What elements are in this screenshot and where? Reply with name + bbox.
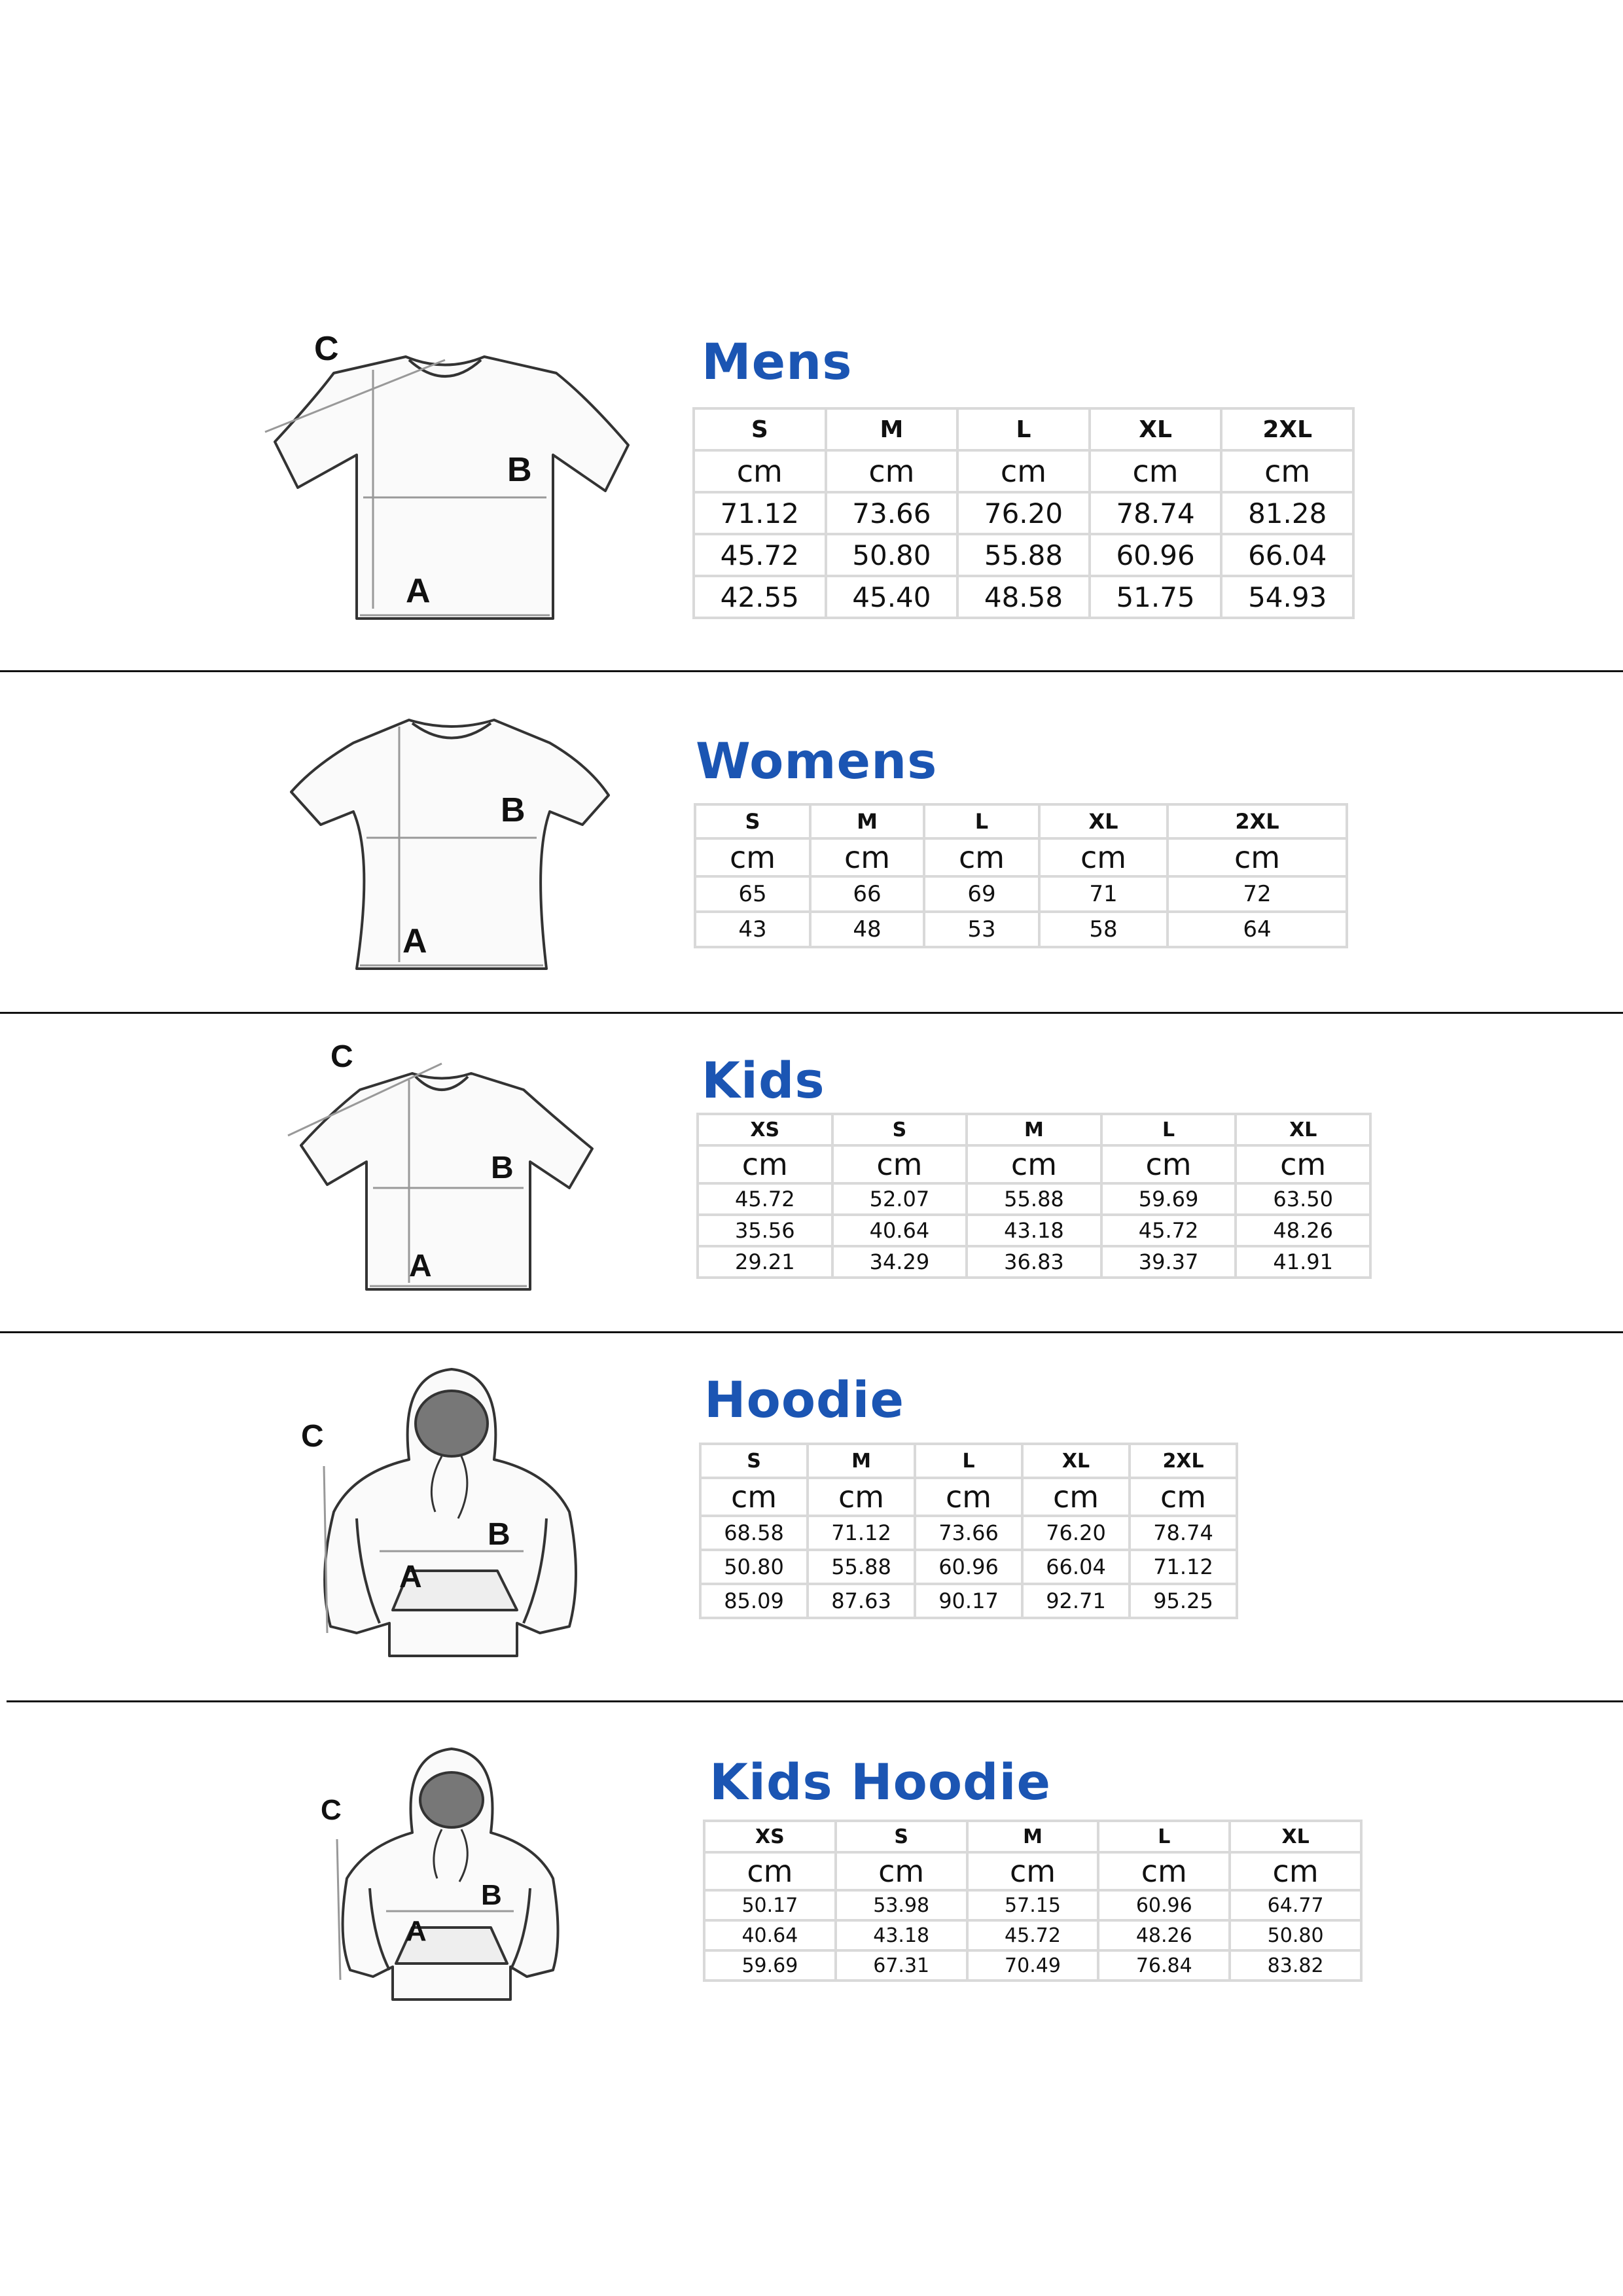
value-cell: 67.31: [836, 1950, 967, 1981]
label-b: B: [481, 1879, 502, 1911]
table-row: [704, 1920, 1361, 1950]
size-cell: XL: [1039, 804, 1168, 838]
value-cell: 34.29: [832, 1246, 967, 1278]
value-cell: 43.18: [836, 1920, 967, 1950]
value-cell: 54.93: [1221, 576, 1353, 618]
value-cell: 60.96: [1090, 534, 1222, 576]
unit-cell: cm: [826, 450, 958, 492]
kids-tshirt-diagram: [268, 1034, 609, 1296]
value-cell: 71: [1039, 876, 1168, 912]
unit-cell: cm: [1236, 1145, 1370, 1183]
table-row: [694, 534, 1353, 576]
size-cell: XS: [698, 1114, 832, 1145]
value-cell: 64.77: [1230, 1890, 1361, 1920]
table-row: [694, 492, 1353, 534]
size-table: [703, 1820, 1363, 1982]
unit-cell: cm: [1039, 838, 1168, 876]
hoodie-diagram: [294, 1361, 609, 1662]
value-cell: 48.58: [957, 576, 1090, 618]
value-cell: 45.72: [1101, 1215, 1236, 1246]
value-cell: 48.26: [1098, 1920, 1230, 1950]
size-cell: L: [924, 804, 1039, 838]
section-title: Womens: [696, 732, 938, 790]
unit-cell: cm: [810, 838, 924, 876]
value-cell: 45.72: [694, 534, 826, 576]
value-cell: 92.71: [1022, 1584, 1130, 1618]
table-row-units: [698, 1145, 1370, 1183]
table-row-units: [700, 1478, 1237, 1516]
label-c: C: [301, 1419, 324, 1454]
table-row: [695, 912, 1347, 947]
value-cell: 43: [695, 912, 810, 947]
table-row: [700, 1550, 1237, 1584]
size-cell: S: [695, 804, 810, 838]
section-divider: [0, 1012, 1623, 1014]
label-b: B: [507, 451, 532, 489]
label-a: A: [406, 1915, 427, 1947]
unit-cell: cm: [957, 450, 1090, 492]
size-cell: XL: [1230, 1821, 1361, 1852]
table-row-sizes: [700, 1444, 1237, 1478]
section-title: Mens: [702, 332, 853, 391]
value-cell: 35.56: [698, 1215, 832, 1246]
value-cell: 45.40: [826, 576, 958, 618]
value-cell: 71.12: [1130, 1550, 1237, 1584]
value-cell: 64: [1168, 912, 1347, 947]
size-cell: S: [700, 1444, 808, 1478]
table-row-units: [695, 838, 1347, 876]
value-cell: 51.75: [1090, 576, 1222, 618]
value-cell: 43.18: [967, 1215, 1101, 1246]
value-cell: 59.69: [704, 1950, 836, 1981]
value-cell: 70.49: [967, 1950, 1099, 1981]
size-cell: S: [832, 1114, 967, 1145]
section-title: Kids: [702, 1051, 825, 1109]
size-cell: S: [694, 408, 826, 450]
size-cell: M: [826, 408, 958, 450]
table-row: [695, 876, 1347, 912]
size-table: [699, 1443, 1238, 1619]
table-row-sizes: [695, 804, 1347, 838]
table-row: [704, 1890, 1361, 1920]
mens-tshirt-diagram: [249, 321, 641, 635]
size-cell: 2XL: [1168, 804, 1347, 838]
value-cell: 55.88: [967, 1183, 1101, 1215]
size-table: [694, 803, 1348, 948]
table-row: [698, 1246, 1370, 1278]
size-cell: L: [915, 1444, 1022, 1478]
value-cell: 29.21: [698, 1246, 832, 1278]
label-c: C: [330, 1039, 353, 1074]
value-cell: 71.12: [694, 492, 826, 534]
value-cell: 76.84: [1098, 1950, 1230, 1981]
size-cell: XL: [1090, 408, 1222, 450]
value-cell: 59.69: [1101, 1183, 1236, 1215]
value-cell: 42.55: [694, 576, 826, 618]
size-cell: M: [967, 1821, 1099, 1852]
table-row-units: [704, 1852, 1361, 1890]
value-cell: 58: [1039, 912, 1168, 947]
value-cell: 76.20: [1022, 1516, 1130, 1550]
label-a: A: [399, 1560, 422, 1594]
value-cell: 50.80: [826, 534, 958, 576]
table-row-units: [694, 450, 1353, 492]
value-cell: 50.80: [1230, 1920, 1361, 1950]
value-cell: 57.15: [967, 1890, 1099, 1920]
value-cell: 76.20: [957, 492, 1090, 534]
unit-cell: cm: [924, 838, 1039, 876]
kids-hoodie-diagram: [314, 1741, 582, 2003]
table-row: [704, 1950, 1361, 1981]
section-title: Kids Hoodie: [709, 1753, 1052, 1811]
unit-cell: cm: [1101, 1145, 1236, 1183]
value-cell: 53: [924, 912, 1039, 947]
size-cell: 2XL: [1130, 1444, 1237, 1478]
value-cell: 78.74: [1090, 492, 1222, 534]
table-row: [694, 576, 1353, 618]
value-cell: 45.72: [967, 1920, 1099, 1950]
size-cell: M: [967, 1114, 1101, 1145]
size-cell: XS: [704, 1821, 836, 1852]
unit-cell: cm: [700, 1478, 808, 1516]
unit-cell: cm: [808, 1478, 915, 1516]
unit-cell: cm: [1221, 450, 1353, 492]
value-cell: 40.64: [832, 1215, 967, 1246]
value-cell: 52.07: [832, 1183, 967, 1215]
table-row-sizes: [698, 1114, 1370, 1145]
value-cell: 73.66: [915, 1516, 1022, 1550]
unit-cell: cm: [698, 1145, 832, 1183]
table-row: [698, 1215, 1370, 1246]
value-cell: 69: [924, 876, 1039, 912]
size-cell: L: [1098, 1821, 1230, 1852]
value-cell: 90.17: [915, 1584, 1022, 1618]
value-cell: 48: [810, 912, 924, 947]
value-cell: 50.17: [704, 1890, 836, 1920]
label-c: C: [314, 330, 339, 368]
size-cell: S: [836, 1821, 967, 1852]
value-cell: 39.37: [1101, 1246, 1236, 1278]
table-row: [700, 1516, 1237, 1550]
label-b: B: [488, 1517, 510, 1552]
label-a: A: [409, 1249, 432, 1283]
value-cell: 65: [695, 876, 810, 912]
value-cell: 55.88: [808, 1550, 915, 1584]
value-cell: 66.04: [1221, 534, 1353, 576]
unit-cell: cm: [915, 1478, 1022, 1516]
value-cell: 66: [810, 876, 924, 912]
size-cell: M: [810, 804, 924, 838]
value-cell: 45.72: [698, 1183, 832, 1215]
unit-cell: cm: [967, 1145, 1101, 1183]
section-divider: [0, 1331, 1623, 1333]
value-cell: 87.63: [808, 1584, 915, 1618]
table-row: [700, 1584, 1237, 1618]
value-cell: 72: [1168, 876, 1347, 912]
value-cell: 71.12: [808, 1516, 915, 1550]
value-cell: 40.64: [704, 1920, 836, 1950]
unit-cell: cm: [1090, 450, 1222, 492]
unit-cell: cm: [1230, 1852, 1361, 1890]
size-cell: 2XL: [1221, 408, 1353, 450]
value-cell: 55.88: [957, 534, 1090, 576]
table-row-sizes: [694, 408, 1353, 450]
value-cell: 50.80: [700, 1550, 808, 1584]
value-cell: 66.04: [1022, 1550, 1130, 1584]
value-cell: 36.83: [967, 1246, 1101, 1278]
size-cell: L: [957, 408, 1090, 450]
unit-cell: cm: [1022, 1478, 1130, 1516]
size-table: [692, 407, 1355, 619]
womens-tshirt-diagram: [275, 707, 628, 982]
label-c: C: [321, 1794, 342, 1826]
size-cell: M: [808, 1444, 915, 1478]
label-b: B: [491, 1151, 514, 1185]
unit-cell: cm: [832, 1145, 967, 1183]
value-cell: 41.91: [1236, 1246, 1370, 1278]
value-cell: 48.26: [1236, 1215, 1370, 1246]
value-cell: 81.28: [1221, 492, 1353, 534]
value-cell: 60.96: [1098, 1890, 1230, 1920]
unit-cell: cm: [704, 1852, 836, 1890]
size-cell: L: [1101, 1114, 1236, 1145]
section-divider: [0, 670, 1623, 672]
value-cell: 68.58: [700, 1516, 808, 1550]
value-cell: 95.25: [1130, 1584, 1237, 1618]
label-a: A: [402, 922, 427, 960]
label-a: A: [406, 572, 431, 610]
unit-cell: cm: [967, 1852, 1099, 1890]
value-cell: 53.98: [836, 1890, 967, 1920]
size-table: [696, 1113, 1372, 1279]
unit-cell: cm: [1130, 1478, 1237, 1516]
unit-cell: cm: [1098, 1852, 1230, 1890]
unit-cell: cm: [836, 1852, 967, 1890]
size-cell: XL: [1236, 1114, 1370, 1145]
value-cell: 63.50: [1236, 1183, 1370, 1215]
value-cell: 60.96: [915, 1550, 1022, 1584]
section-divider: [7, 1700, 1623, 1702]
section-title: Hoodie: [704, 1371, 905, 1429]
size-cell: XL: [1022, 1444, 1130, 1478]
value-cell: 85.09: [700, 1584, 808, 1618]
value-cell: 83.82: [1230, 1950, 1361, 1981]
unit-cell: cm: [695, 838, 810, 876]
value-cell: 73.66: [826, 492, 958, 534]
table-row-sizes: [704, 1821, 1361, 1852]
table-row: [698, 1183, 1370, 1215]
unit-cell: cm: [1168, 838, 1347, 876]
value-cell: 78.74: [1130, 1516, 1237, 1550]
label-b: B: [501, 791, 526, 829]
unit-cell: cm: [694, 450, 826, 492]
